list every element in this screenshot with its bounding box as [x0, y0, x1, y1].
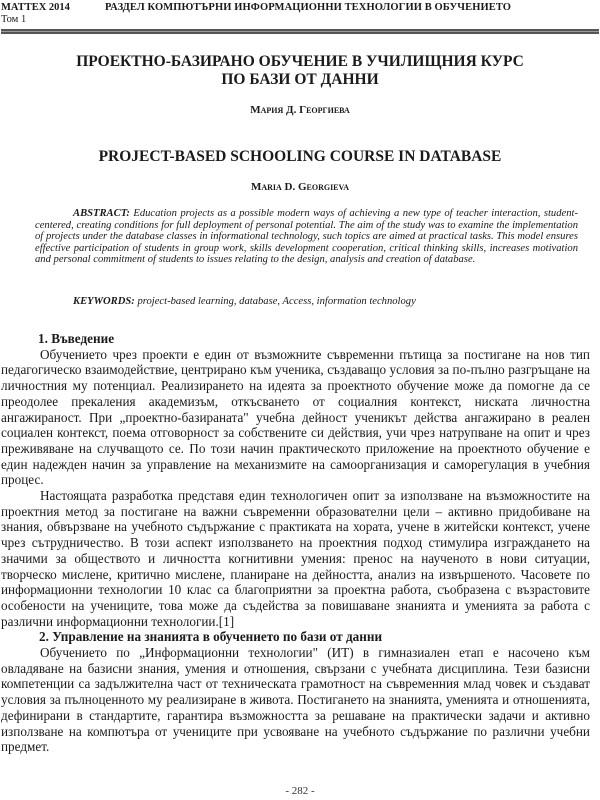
author-en: Maria D. Georgieva	[250, 181, 350, 193]
conference-name: MATTEX 2014	[1, 2, 70, 13]
page-number: - 282 -	[285, 785, 315, 797]
paper-body	[1, 331, 590, 755]
author-bg: Мария Д. Георгиева	[250, 104, 350, 116]
paragraph: Настоящата разработка представя един технологичен опит за използване на възможностите на проектния метод за постигане на важни съвременни образователни цели – активно придобиване на знания, обвързване на учебното съдържание с практиката на хората, учене в житейски контекст, учене чрез сътрудничество. В този аспект използването на проектния подход стимулира изграждането на значими за обществото и личността когнитивни умения: пренос на наученото в нови ситуации, творческо мислене, критично мислене, планиране на дейността, анализ на извършеното. Часовете по информационни технологии 10 клас са благоприятни за проектна работа, съобразена с възрастовите особености на учениците, това може да съдейства за повишаване знанията и уменията за работа с различни информационни технологии.[1]	[1, 488, 590, 629]
paper-title-bg	[0, 53, 600, 89]
paragraph: Обучението по „Информационни технологии" (ИТ) в гимназиален етап е насочено към овладяване на базисни знания, умения и отношения, свързани с учебната дисциплина. Тези базисни компетенции са задължителна част от техническата грамотност на съвременния млад човек и създават условия за пълноценното му реализиране в живота. Постигането на знанията, уменията и отношенията, дефинирани в стандартите, гарантира възможността за решаване на практически задачи и активно използване на компютъра от учениците при усвояване на учебното съдържание по различни учебни предмет.	[1, 645, 590, 755]
title-bg-line-1: ПРОЕКТНО-БАЗИРАНО ОБУЧЕНИЕ В УЧИЛИЩНИЯ КУРС	[76, 53, 524, 70]
section-heading-2: 2. Управление на знанията в обучението по бази от данни	[39, 629, 383, 645]
section-heading-1: 1. Въведение	[38, 331, 115, 346]
keywords-text: project-based learning, database, Access, information technology	[134, 296, 416, 307]
abstract-label: ABSTRACT:	[73, 208, 130, 219]
section-title: РАЗДЕЛ КОМПЮТЪРНИ ИНФОРМАЦИОННИ ТЕХНОЛОГИИ В ОБУЧЕНИЕТО	[105, 2, 512, 13]
keywords-label: KEYWORDS:	[73, 296, 135, 307]
paragraph: Обучението чрез проекти е един от възможните съвременни пътища за постигане на нов тип педагогическо взаимодействие, центрирано към ученика, създаващо условия за по-пълно разгръщане на личностния му потенциал. Реализирането на идеята за проектното обучение може да помогне да се преодолее прекаления академизъм, откъсването от социалния контекст, ниската личностна ангажираност. При „проектно-базираната" учебна дейност ученикът действа ангажирано в реален социален контекст, поема отговорност за собствените си действия, учи чрез натрупване на опит и чрез преживяване на случващото се. По този начин практическото приложение на проектното обучение е един надежден начин за управление на механизмите на самоорганизация и саморегулация в учебния процес.	[1, 346, 590, 488]
abstract	[35, 208, 578, 266]
title-bg-line-2: ПО БАЗИ ОТ ДАННИ	[221, 71, 379, 88]
volume-label: Том 1	[1, 14, 27, 25]
header-rule	[1, 29, 599, 34]
keywords	[73, 296, 416, 307]
paper-title-en: PROJECT-BASED SCHOOLING COURSE IN DATABASE	[98, 148, 502, 165]
abstract-text: Education projects as a possible modern ways of achieving a new type of teacher interaction, student-centered, creating conditions for full deployment of personal potential. The aim of the study was to examine the implementation of projects under the database classes in informational technology, such topics are aimed at practical tasks. This model ensures effective participation of students in group work, skills development cooperation, critical thinking skills, increases motivation and personal commitment of students to issues relating to the design, analysis and creation of database.	[35, 208, 578, 266]
